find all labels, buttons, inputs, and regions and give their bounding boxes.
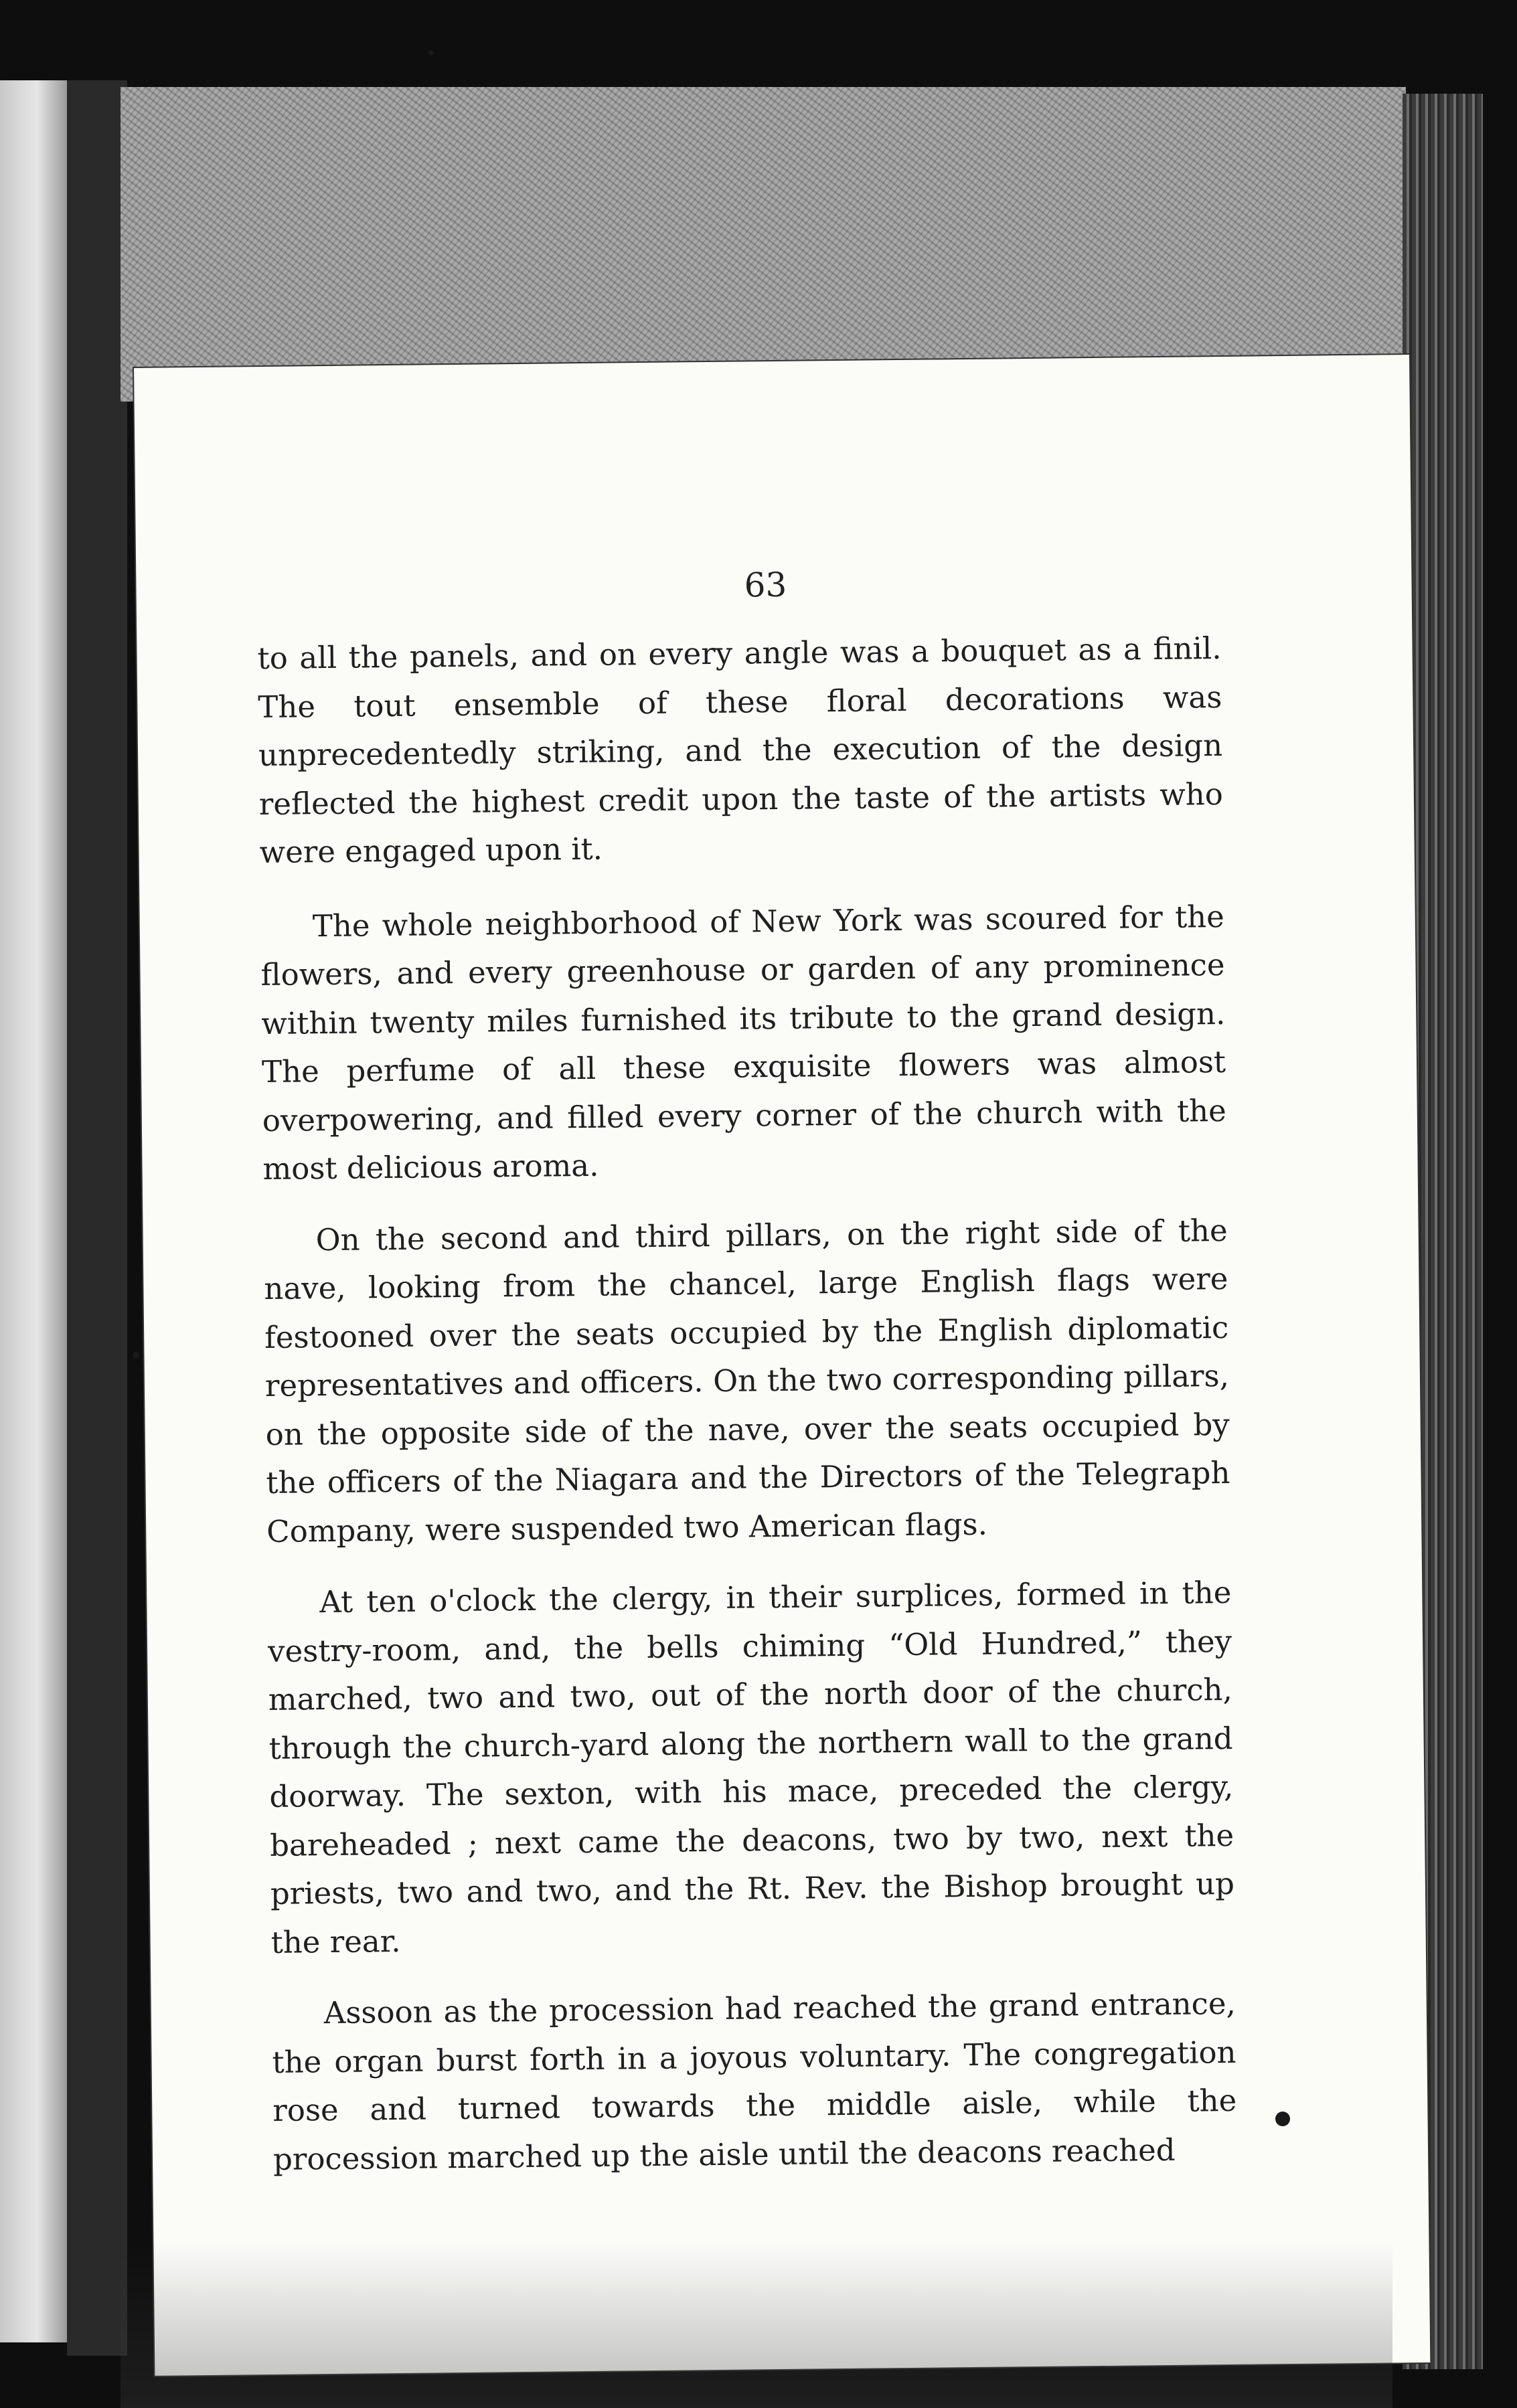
- paragraph-1: to all the panels, and on every angle was a bouquet as a finil. The tout ensemble of these floral decorations was unprecedentedly striking, and the execution of the design reflected the highest credit upon the taste of the artists who were engaged upon it.: [257, 630, 1224, 871]
- book-cover-left-edge: [67, 80, 127, 2356]
- paragraph-2: The whole neighborhood of New York was scoured for the flowers, and every greenhouse or garden of any prominence within twenty miles furnished its tribute to the grand design. The perfume of all these exquisite flowers was almost overpowering, and filled every corner of the church with the most delicious aroma.: [260, 898, 1227, 1187]
- book-cover-top-texture: [121, 87, 1406, 402]
- body-text: [257, 624, 1238, 2207]
- page-number: 63: [744, 565, 787, 605]
- ink-speck: [133, 1352, 139, 1359]
- left-margin-strip: [0, 80, 67, 2342]
- paragraph-4: At ten o'clock the clergy, in their surplices, formed in the vestry-room, and, the bells chiming “Old Hundred,” they marched, two and two, out of the north door of the church, through the church-yard along the northern wall to the grand doorway. The sexton, with his mace, preceded the clergy, bareheaded ; next came the deacons, two by two, next the priests, two and two, and the Rt. Rev. the Bishop brought up the rear.: [267, 1574, 1235, 1960]
- bottom-shadow: [121, 2242, 1392, 2408]
- paragraph-3: On the second and third pillars, on the right side of the nave, looking from the chancel, large English flags were festooned over the seats occupied by the English diplomatic representatives and officers. On the two corresponding pillars, on the opposite side of the nave, over the seats occupied by the officers of the Niagara and the Directors of the Telegraph Company, were suspended two American flags.: [264, 1212, 1230, 1549]
- ink-speck: [1275, 2112, 1290, 2126]
- paragraph-5: Assoon as the procession had reached the grand entrance, the organ burst forth in a joyous voluntary. The congregation rose and turned towards the middle aisle, while the procession marched up the aisle until the deacons reached: [272, 1985, 1237, 2177]
- book-page: [134, 355, 1430, 2376]
- ink-speck: [428, 50, 434, 56]
